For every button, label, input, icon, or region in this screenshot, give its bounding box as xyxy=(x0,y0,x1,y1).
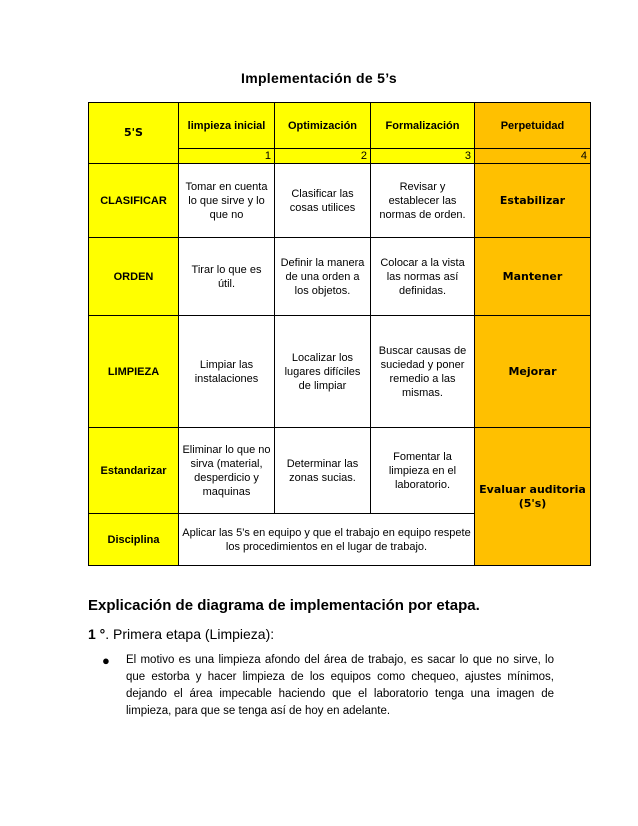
list-item: El motivo es una limpieza afondo del área de trabajo, es sacar lo que no sirve, lo que estorba y hacer limpieza de los equipos como chequeo, ajustes mínimos, dejando el área impecable haciendo que el laboratorio tenga una imagen de limpieza, para que se tenga así de hoy en adelante. xyxy=(126,654,554,717)
table-header-row xyxy=(89,103,591,149)
table-row xyxy=(89,164,591,238)
table-cell-final-merged: Evaluar auditoria (5's) xyxy=(475,428,591,566)
table-cell-merged: Aplicar las 5’s en equipo y que el trabajo en equipo respete los procedimientos en el lugar de trabajo. xyxy=(179,514,475,566)
row-label: LIMPIEZA xyxy=(89,316,179,428)
column-number: 1 xyxy=(179,149,275,164)
column-header: Optimización xyxy=(275,103,371,149)
table-cell: Eliminar lo que no sirva (material, desperdicio y maquinas xyxy=(179,428,275,514)
table-cell: Localizar los lugares difíciles de limpiar xyxy=(275,316,371,428)
section-title: Explicación de diagrama de implementación por etapa. xyxy=(88,597,480,614)
table-cell: Buscar causas de suciedad y poner remedio a las mismas. xyxy=(371,316,475,428)
column-number: 3 xyxy=(371,149,475,164)
table-cell-action: Mejorar xyxy=(475,316,591,428)
implementation-table xyxy=(88,102,591,566)
corner-header: 5'S xyxy=(89,103,179,164)
table-cell-action: Estabilizar xyxy=(475,164,591,238)
row-label: Estandarizar xyxy=(89,428,179,514)
stage-text: . Primera etapa (Limpieza): xyxy=(105,626,275,642)
row-label: Disciplina xyxy=(89,514,179,566)
column-number: 4 xyxy=(475,149,591,164)
table-row xyxy=(89,428,591,514)
table-cell-action: Mantener xyxy=(475,238,591,316)
bullet-list xyxy=(102,652,554,720)
column-header: limpieza inicial xyxy=(179,103,275,149)
table-row xyxy=(89,316,591,428)
table-cell: Tirar lo que es útil. xyxy=(179,238,275,316)
table-row xyxy=(89,238,591,316)
table-cell: Definir la manera de una orden a los objetos. xyxy=(275,238,371,316)
document-title: Implementación de 5’s xyxy=(241,70,397,86)
table-cell: Revisar y establecer las normas de orden. xyxy=(371,164,475,238)
column-number: 2 xyxy=(275,149,371,164)
row-label: CLASIFICAR xyxy=(89,164,179,238)
table-cell: Clasificar las cosas utilices xyxy=(275,164,371,238)
table-cell: Tomar en cuenta lo que sirve y lo que no xyxy=(179,164,275,238)
stage-number: 1 ° xyxy=(88,626,106,642)
table-cell: Determinar las zonas sucias. xyxy=(275,428,371,514)
table-cell: Limpiar las instalaciones xyxy=(179,316,275,428)
table-cell: Fomentar la limpieza en el laboratorio. xyxy=(371,428,475,514)
stage-heading xyxy=(88,626,274,642)
table-cell: Colocar a la vista las normas así definidas. xyxy=(371,238,475,316)
column-header: Formalización xyxy=(371,103,475,149)
column-header: Perpetuidad xyxy=(475,103,591,149)
row-label: ORDEN xyxy=(89,238,179,316)
bullet-icon: ● xyxy=(102,653,110,668)
